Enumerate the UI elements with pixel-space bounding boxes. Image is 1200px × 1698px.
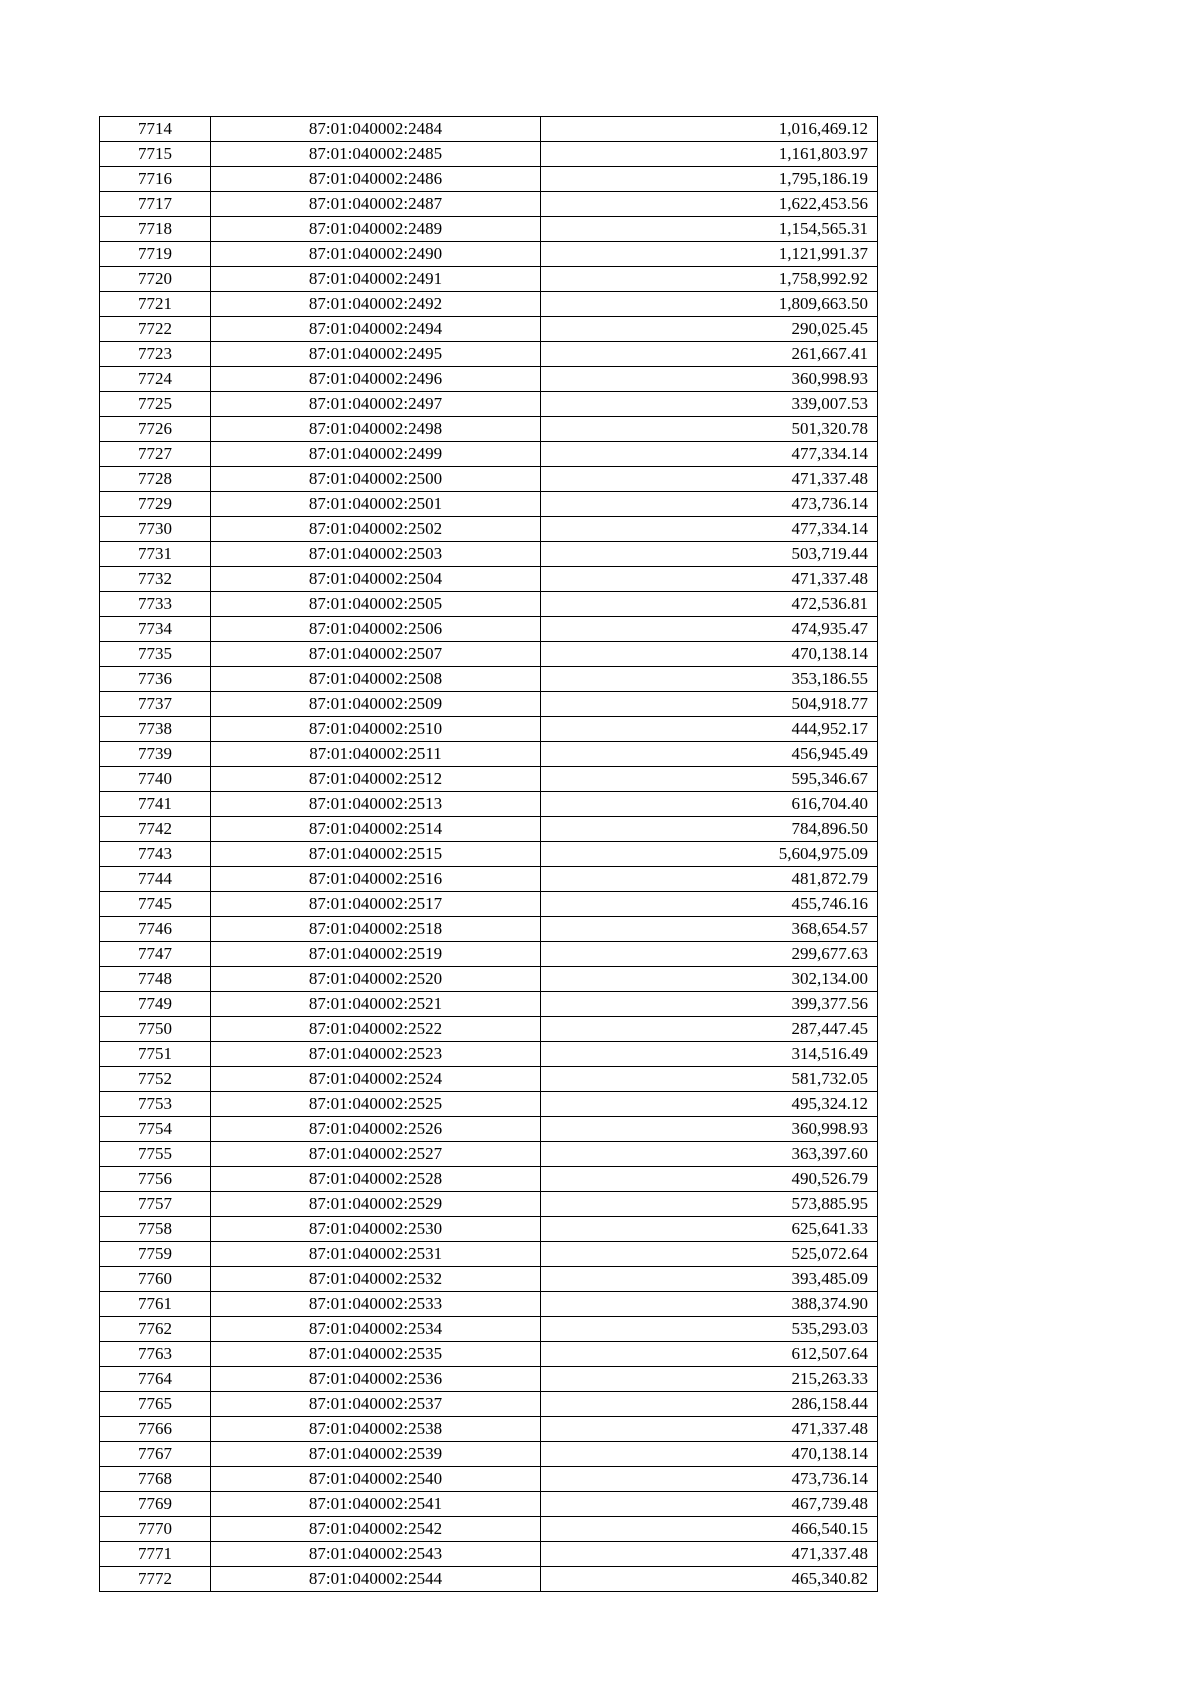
amount-cell: 444,952.17 xyxy=(541,717,878,742)
amount-cell: 573,885.95 xyxy=(541,1192,878,1217)
amount-cell: 625,641.33 xyxy=(541,1217,878,1242)
cadastral-number-cell: 87:01:040002:2522 xyxy=(211,1017,541,1042)
cadastral-number-cell: 87:01:040002:2526 xyxy=(211,1117,541,1142)
table-row xyxy=(100,1217,878,1242)
table-row xyxy=(100,292,878,317)
table-row xyxy=(100,1292,878,1317)
amount-cell: 286,158.44 xyxy=(541,1392,878,1417)
cadastral-number-cell: 87:01:040002:2539 xyxy=(211,1442,541,1467)
amount-cell: 302,134.00 xyxy=(541,967,878,992)
table-row xyxy=(100,467,878,492)
table-row xyxy=(100,617,878,642)
amount-cell: 477,334.14 xyxy=(541,442,878,467)
row-number-cell: 7737 xyxy=(100,692,211,717)
row-number-cell: 7767 xyxy=(100,1442,211,1467)
amount-cell: 490,526.79 xyxy=(541,1167,878,1192)
cadastral-number-cell: 87:01:040002:2542 xyxy=(211,1517,541,1542)
table-row xyxy=(100,1367,878,1392)
row-number-cell: 7748 xyxy=(100,967,211,992)
row-number-cell: 7723 xyxy=(100,342,211,367)
cadastral-number-cell: 87:01:040002:2517 xyxy=(211,892,541,917)
table-row xyxy=(100,1442,878,1467)
amount-cell: 456,945.49 xyxy=(541,742,878,767)
cadastral-number-cell: 87:01:040002:2519 xyxy=(211,942,541,967)
amount-cell: 314,516.49 xyxy=(541,1042,878,1067)
amount-cell: 495,324.12 xyxy=(541,1092,878,1117)
amount-cell: 1,016,469.12 xyxy=(541,117,878,142)
cadastral-number-cell: 87:01:040002:2541 xyxy=(211,1492,541,1517)
row-number-cell: 7736 xyxy=(100,667,211,692)
cadastral-number-cell: 87:01:040002:2512 xyxy=(211,767,541,792)
table-row xyxy=(100,767,878,792)
table-row xyxy=(100,1467,878,1492)
amount-cell: 393,485.09 xyxy=(541,1267,878,1292)
amount-cell: 368,654.57 xyxy=(541,917,878,942)
row-number-cell: 7746 xyxy=(100,917,211,942)
table-row xyxy=(100,242,878,267)
cadastral-number-cell: 87:01:040002:2507 xyxy=(211,642,541,667)
amount-cell: 1,795,186.19 xyxy=(541,167,878,192)
row-number-cell: 7745 xyxy=(100,892,211,917)
amount-cell: 473,736.14 xyxy=(541,1467,878,1492)
amount-cell: 471,337.48 xyxy=(541,1417,878,1442)
cadastral-number-cell: 87:01:040002:2495 xyxy=(211,342,541,367)
row-number-cell: 7738 xyxy=(100,717,211,742)
table-row xyxy=(100,1167,878,1192)
cadastral-number-cell: 87:01:040002:2523 xyxy=(211,1042,541,1067)
row-number-cell: 7733 xyxy=(100,592,211,617)
cadastral-number-cell: 87:01:040002:2492 xyxy=(211,292,541,317)
row-number-cell: 7770 xyxy=(100,1517,211,1542)
table-row xyxy=(100,192,878,217)
table-row xyxy=(100,1092,878,1117)
table-row xyxy=(100,167,878,192)
table-row xyxy=(100,867,878,892)
table-row xyxy=(100,1067,878,1092)
row-number-cell: 7729 xyxy=(100,492,211,517)
cadastral-number-cell: 87:01:040002:2485 xyxy=(211,142,541,167)
table-row xyxy=(100,1017,878,1042)
table-row xyxy=(100,117,878,142)
table-row xyxy=(100,1242,878,1267)
cadastral-number-cell: 87:01:040002:2511 xyxy=(211,742,541,767)
table-row xyxy=(100,817,878,842)
cadastral-number-cell: 87:01:040002:2530 xyxy=(211,1217,541,1242)
amount-cell: 503,719.44 xyxy=(541,542,878,567)
table-body xyxy=(100,117,878,1592)
amount-cell: 399,377.56 xyxy=(541,992,878,1017)
row-number-cell: 7766 xyxy=(100,1417,211,1442)
table-row xyxy=(100,1142,878,1167)
cadastral-number-cell: 87:01:040002:2521 xyxy=(211,992,541,1017)
amount-cell: 360,998.93 xyxy=(541,367,878,392)
amount-cell: 535,293.03 xyxy=(541,1317,878,1342)
cadastral-number-cell: 87:01:040002:2518 xyxy=(211,917,541,942)
amount-cell: 339,007.53 xyxy=(541,392,878,417)
amount-cell: 481,872.79 xyxy=(541,867,878,892)
amount-cell: 1,622,453.56 xyxy=(541,192,878,217)
table-row xyxy=(100,492,878,517)
cadastral-number-cell: 87:01:040002:2514 xyxy=(211,817,541,842)
amount-cell: 784,896.50 xyxy=(541,817,878,842)
row-number-cell: 7763 xyxy=(100,1342,211,1367)
table-row xyxy=(100,1567,878,1592)
table-row xyxy=(100,1492,878,1517)
row-number-cell: 7740 xyxy=(100,767,211,792)
table-row xyxy=(100,567,878,592)
row-number-cell: 7768 xyxy=(100,1467,211,1492)
row-number-cell: 7747 xyxy=(100,942,211,967)
cadastral-number-cell: 87:01:040002:2532 xyxy=(211,1267,541,1292)
table-row xyxy=(100,342,878,367)
amount-cell: 363,397.60 xyxy=(541,1142,878,1167)
cadastral-number-cell: 87:01:040002:2520 xyxy=(211,967,541,992)
row-number-cell: 7734 xyxy=(100,617,211,642)
cadastral-number-cell: 87:01:040002:2498 xyxy=(211,417,541,442)
row-number-cell: 7744 xyxy=(100,867,211,892)
cadastral-number-cell: 87:01:040002:2504 xyxy=(211,567,541,592)
table-row xyxy=(100,692,878,717)
row-number-cell: 7741 xyxy=(100,792,211,817)
cadastral-number-cell: 87:01:040002:2491 xyxy=(211,267,541,292)
amount-cell: 360,998.93 xyxy=(541,1117,878,1142)
cadastral-number-cell: 87:01:040002:2497 xyxy=(211,392,541,417)
cadastral-number-cell: 87:01:040002:2534 xyxy=(211,1317,541,1342)
amount-cell: 616,704.40 xyxy=(541,792,878,817)
amount-cell: 471,337.48 xyxy=(541,1542,878,1567)
row-number-cell: 7732 xyxy=(100,567,211,592)
cadastral-number-cell: 87:01:040002:2501 xyxy=(211,492,541,517)
cadastral-number-cell: 87:01:040002:2484 xyxy=(211,117,541,142)
row-number-cell: 7718 xyxy=(100,217,211,242)
amount-cell: 504,918.77 xyxy=(541,692,878,717)
cadastral-number-cell: 87:01:040002:2538 xyxy=(211,1417,541,1442)
cadastral-number-cell: 87:01:040002:2494 xyxy=(211,317,541,342)
amount-cell: 1,809,663.50 xyxy=(541,292,878,317)
amount-cell: 261,667.41 xyxy=(541,342,878,367)
table-row xyxy=(100,1417,878,1442)
cadastral-number-cell: 87:01:040002:2516 xyxy=(211,867,541,892)
row-number-cell: 7756 xyxy=(100,1167,211,1192)
cadastral-number-cell: 87:01:040002:2499 xyxy=(211,442,541,467)
cadastral-number-cell: 87:01:040002:2528 xyxy=(211,1167,541,1192)
table-row xyxy=(100,967,878,992)
table-row xyxy=(100,317,878,342)
row-number-cell: 7731 xyxy=(100,542,211,567)
document-table xyxy=(99,116,878,1592)
cadastral-number-cell: 87:01:040002:2502 xyxy=(211,517,541,542)
table-row xyxy=(100,1192,878,1217)
row-number-cell: 7750 xyxy=(100,1017,211,1042)
table-row xyxy=(100,217,878,242)
cadastral-number-cell: 87:01:040002:2543 xyxy=(211,1542,541,1567)
table-row xyxy=(100,142,878,167)
cadastral-number-cell: 87:01:040002:2506 xyxy=(211,617,541,642)
amount-cell: 472,536.81 xyxy=(541,592,878,617)
cadastral-number-cell: 87:01:040002:2487 xyxy=(211,192,541,217)
cadastral-number-cell: 87:01:040002:2510 xyxy=(211,717,541,742)
amount-cell: 465,340.82 xyxy=(541,1567,878,1592)
table-row xyxy=(100,1392,878,1417)
amount-cell: 1,161,803.97 xyxy=(541,142,878,167)
amount-cell: 215,263.33 xyxy=(541,1367,878,1392)
amount-cell: 1,154,565.31 xyxy=(541,217,878,242)
row-number-cell: 7724 xyxy=(100,367,211,392)
row-number-cell: 7720 xyxy=(100,267,211,292)
table-row xyxy=(100,1517,878,1542)
row-number-cell: 7735 xyxy=(100,642,211,667)
row-number-cell: 7759 xyxy=(100,1242,211,1267)
row-number-cell: 7760 xyxy=(100,1267,211,1292)
table-row xyxy=(100,1117,878,1142)
amount-cell: 290,025.45 xyxy=(541,317,878,342)
row-number-cell: 7752 xyxy=(100,1067,211,1092)
cadastral-number-cell: 87:01:040002:2496 xyxy=(211,367,541,392)
cadastral-number-cell: 87:01:040002:2489 xyxy=(211,217,541,242)
row-number-cell: 7758 xyxy=(100,1217,211,1242)
cadastral-number-cell: 87:01:040002:2535 xyxy=(211,1342,541,1367)
table-row xyxy=(100,942,878,967)
table-row xyxy=(100,992,878,1017)
row-number-cell: 7771 xyxy=(100,1542,211,1567)
row-number-cell: 7716 xyxy=(100,167,211,192)
cadastral-number-cell: 87:01:040002:2500 xyxy=(211,467,541,492)
row-number-cell: 7761 xyxy=(100,1292,211,1317)
amount-cell: 525,072.64 xyxy=(541,1242,878,1267)
table-row xyxy=(100,367,878,392)
row-number-cell: 7764 xyxy=(100,1367,211,1392)
row-number-cell: 7751 xyxy=(100,1042,211,1067)
amount-cell: 474,935.47 xyxy=(541,617,878,642)
row-number-cell: 7749 xyxy=(100,992,211,1017)
row-number-cell: 7717 xyxy=(100,192,211,217)
row-number-cell: 7757 xyxy=(100,1192,211,1217)
table-row xyxy=(100,717,878,742)
cadastral-number-cell: 87:01:040002:2531 xyxy=(211,1242,541,1267)
row-number-cell: 7726 xyxy=(100,417,211,442)
row-number-cell: 7725 xyxy=(100,392,211,417)
cadastral-number-cell: 87:01:040002:2533 xyxy=(211,1292,541,1317)
amount-cell: 471,337.48 xyxy=(541,467,878,492)
table-row xyxy=(100,392,878,417)
row-number-cell: 7755 xyxy=(100,1142,211,1167)
row-number-cell: 7715 xyxy=(100,142,211,167)
row-number-cell: 7769 xyxy=(100,1492,211,1517)
amount-cell: 467,739.48 xyxy=(541,1492,878,1517)
amount-cell: 5,604,975.09 xyxy=(541,842,878,867)
row-number-cell: 7722 xyxy=(100,317,211,342)
amount-cell: 473,736.14 xyxy=(541,492,878,517)
cadastral-number-cell: 87:01:040002:2536 xyxy=(211,1367,541,1392)
table-row xyxy=(100,592,878,617)
row-number-cell: 7743 xyxy=(100,842,211,867)
cadastral-number-cell: 87:01:040002:2503 xyxy=(211,542,541,567)
cadastral-number-cell: 87:01:040002:2524 xyxy=(211,1067,541,1092)
amount-cell: 466,540.15 xyxy=(541,1517,878,1542)
cadastral-number-cell: 87:01:040002:2544 xyxy=(211,1567,541,1592)
table-row xyxy=(100,542,878,567)
cadastral-number-cell: 87:01:040002:2490 xyxy=(211,242,541,267)
table-row xyxy=(100,1542,878,1567)
row-number-cell: 7714 xyxy=(100,117,211,142)
row-number-cell: 7727 xyxy=(100,442,211,467)
amount-cell: 299,677.63 xyxy=(541,942,878,967)
row-number-cell: 7742 xyxy=(100,817,211,842)
amount-cell: 612,507.64 xyxy=(541,1342,878,1367)
table-row xyxy=(100,1317,878,1342)
amount-cell: 471,337.48 xyxy=(541,567,878,592)
table-row xyxy=(100,1042,878,1067)
row-number-cell: 7762 xyxy=(100,1317,211,1342)
table-row xyxy=(100,517,878,542)
amount-cell: 455,746.16 xyxy=(541,892,878,917)
cadastral-number-cell: 87:01:040002:2515 xyxy=(211,842,541,867)
row-number-cell: 7765 xyxy=(100,1392,211,1417)
row-number-cell: 7753 xyxy=(100,1092,211,1117)
table-row xyxy=(100,1267,878,1292)
cadastral-number-cell: 87:01:040002:2513 xyxy=(211,792,541,817)
amount-cell: 581,732.05 xyxy=(541,1067,878,1092)
cadastral-number-cell: 87:01:040002:2509 xyxy=(211,692,541,717)
cadastral-number-cell: 87:01:040002:2525 xyxy=(211,1092,541,1117)
amount-cell: 477,334.14 xyxy=(541,517,878,542)
cadastral-number-cell: 87:01:040002:2537 xyxy=(211,1392,541,1417)
amount-cell: 1,121,991.37 xyxy=(541,242,878,267)
amount-cell: 1,758,992.92 xyxy=(541,267,878,292)
row-number-cell: 7754 xyxy=(100,1117,211,1142)
row-number-cell: 7730 xyxy=(100,517,211,542)
table-row xyxy=(100,892,878,917)
cadastral-number-cell: 87:01:040002:2505 xyxy=(211,592,541,617)
cadastral-number-cell: 87:01:040002:2527 xyxy=(211,1142,541,1167)
table-row xyxy=(100,667,878,692)
row-number-cell: 7772 xyxy=(100,1567,211,1592)
row-number-cell: 7721 xyxy=(100,292,211,317)
table-row xyxy=(100,742,878,767)
cadastral-number-cell: 87:01:040002:2529 xyxy=(211,1192,541,1217)
amount-cell: 595,346.67 xyxy=(541,767,878,792)
table-row xyxy=(100,792,878,817)
amount-cell: 388,374.90 xyxy=(541,1292,878,1317)
table-row xyxy=(100,267,878,292)
table-row xyxy=(100,642,878,667)
cadastral-number-cell: 87:01:040002:2508 xyxy=(211,667,541,692)
cadastral-number-cell: 87:01:040002:2540 xyxy=(211,1467,541,1492)
cadastral-number-cell: 87:01:040002:2486 xyxy=(211,167,541,192)
amount-cell: 501,320.78 xyxy=(541,417,878,442)
row-number-cell: 7728 xyxy=(100,467,211,492)
table-row xyxy=(100,442,878,467)
row-number-cell: 7739 xyxy=(100,742,211,767)
table-row xyxy=(100,917,878,942)
row-number-cell: 7719 xyxy=(100,242,211,267)
amount-cell: 287,447.45 xyxy=(541,1017,878,1042)
table-row xyxy=(100,417,878,442)
amount-cell: 470,138.14 xyxy=(541,642,878,667)
amount-cell: 353,186.55 xyxy=(541,667,878,692)
amount-cell: 470,138.14 xyxy=(541,1442,878,1467)
table-row xyxy=(100,1342,878,1367)
table-row xyxy=(100,842,878,867)
